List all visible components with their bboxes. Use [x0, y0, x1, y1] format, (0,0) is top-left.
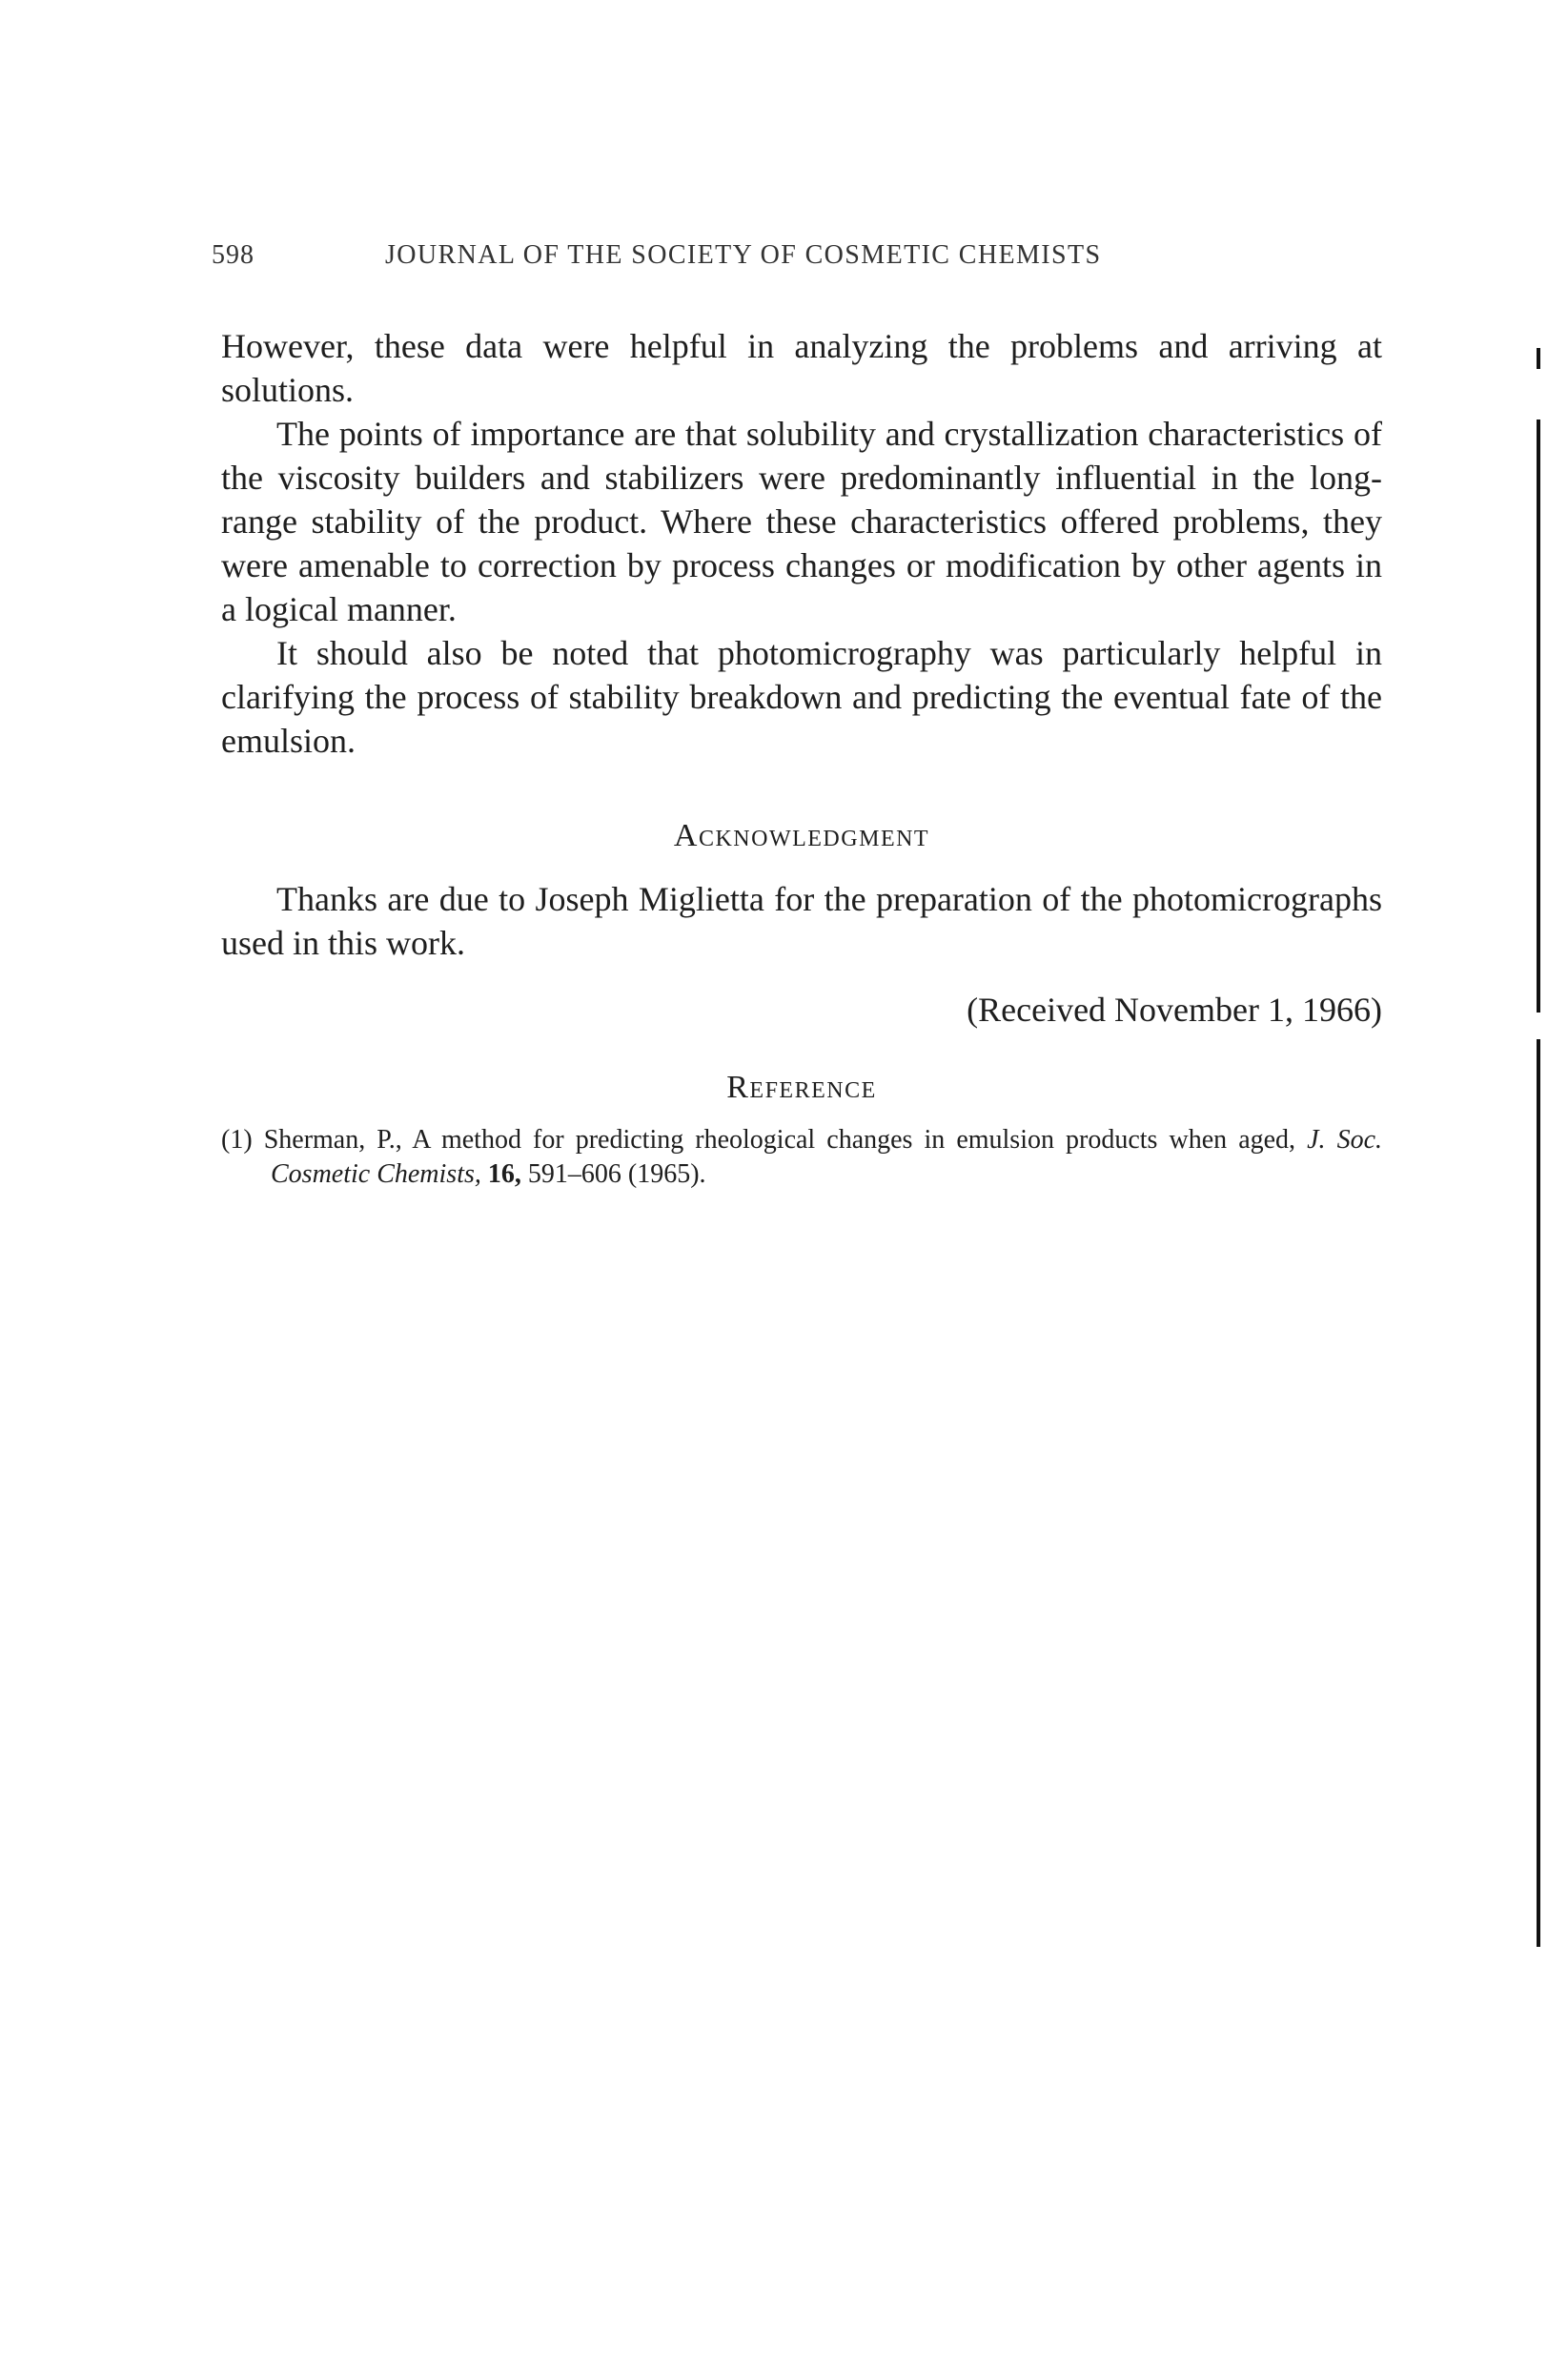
acknowledgment-heading: Acknowledgment — [673, 818, 930, 853]
scan-edge-mark — [1537, 1203, 1540, 1947]
reference-volume: 16, — [487, 1159, 521, 1189]
received-date: (Received November 1, 1966) — [967, 991, 1382, 1029]
paragraph-3: It should also be noted that photomicrography was particularly helpful in clarifying the process of stability breakdown and predicting the eventual fate of the emulsion. — [221, 634, 1382, 760]
scan-edge-mark — [1537, 419, 1540, 1013]
paragraph-1: However, these data were helpful in analyzing the problems and arriving at solutions. — [221, 327, 1382, 409]
acknowledgment-text: Thanks are due to Joseph Miglietta for the preparation of the photomicrographs used in this work. — [221, 880, 1382, 962]
reference-number: (1) — [221, 1125, 253, 1155]
scan-edge-mark — [1537, 348, 1540, 369]
reference-heading: Reference — [726, 1070, 877, 1105]
reference-pages-year: 591–606 (1965). — [527, 1159, 706, 1189]
paragraph-2: The points of importance are that solubility and crystallization characteristics of the viscosity builders and stabilizers were predominantly influential in the long-range stability of the product. Where these characteristics offered problems, they were amenable to correction by process changes or modification by other agents in a logical manner. — [221, 415, 1382, 628]
body-text — [221, 324, 1382, 1192]
reference-text: Sherman, P., A method for predicting rheological changes in emulsion products when aged, — [263, 1125, 1296, 1155]
scan-edge-mark — [1537, 1039, 1540, 1211]
journal-title: JOURNAL OF THE SOCIETY OF COSMETIC CHEMISTS — [385, 240, 1102, 270]
page-number: 598 — [212, 240, 255, 270]
reference-journal: J. Soc. Cosmetic Chemists, — [271, 1125, 1382, 1189]
reference-item — [221, 1123, 1382, 1192]
